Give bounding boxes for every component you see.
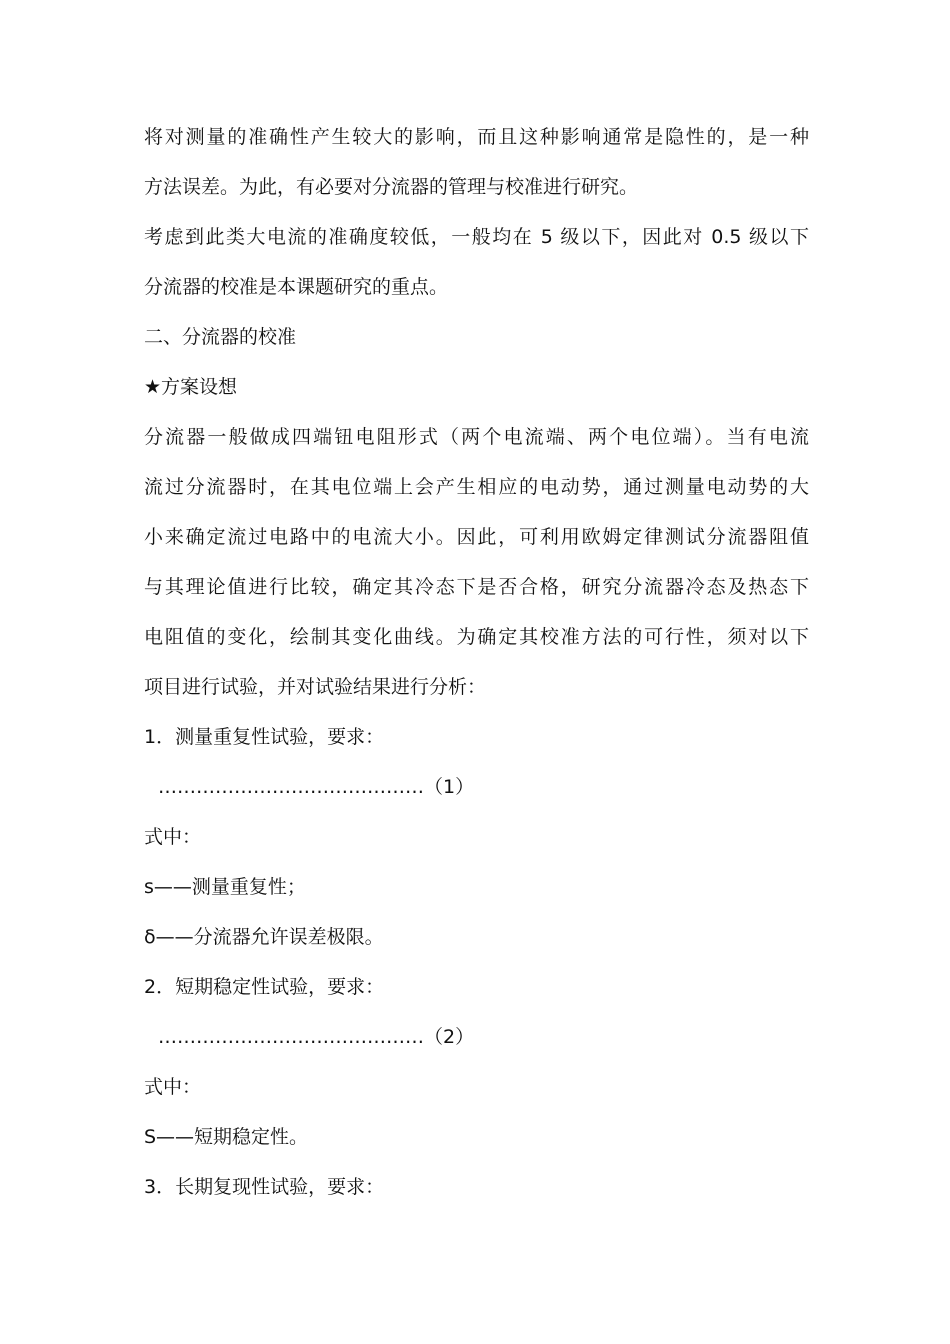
numbered-item: 3．长期复现性试验，要求： [144, 1176, 385, 1198]
paragraph-line: 将对测量的准确性产生较大的影响，而且这种影响通常是隐性的，是一种 [144, 126, 809, 148]
paragraph-line: 项目进行试验，并对试验结果进行分析： [144, 676, 487, 698]
paragraph-line: 与其理论值进行比较，确定其冷态下是否合格，研究分流器冷态及热态下 [144, 576, 809, 598]
where-label: 式中： [144, 1076, 202, 1098]
paragraph-line: 考虑到此类大电流的准确度较低，一般均在 5 级以下，因此对 0.5 级以下 [144, 226, 809, 248]
where-label: 式中： [144, 826, 202, 848]
paragraph-line: 分流器一般做成四端钮电阻形式（两个电流端、两个电位端）。当有电流 [144, 426, 809, 448]
numbered-item: 1．测量重复性试验，要求： [144, 726, 385, 748]
section-heading: 二、分流器的校准 [144, 326, 297, 348]
equation-line: ……………………………………（1） [158, 776, 475, 798]
paragraph-line: 电阻值的变化，绘制其变化曲线。为确定其校准方法的可行性，须对以下 [144, 626, 809, 648]
paragraph-line: 方法误差。为此，有必要对分流器的管理与校准进行研究。 [144, 176, 639, 198]
variable-definition: s——测量重复性； [144, 876, 306, 898]
subsection-heading: ★方案设想 [144, 376, 238, 398]
paragraph-line: 小来确定流过电路中的电流大小。因此，可利用欧姆定律测试分流器阻值 [144, 526, 809, 548]
paragraph-line: 流过分流器时，在其电位端上会产生相应的电动势，通过测量电动势的大 [144, 476, 809, 498]
paragraph-line: 分流器的校准是本课题研究的重点。 [144, 276, 449, 298]
equation-line: ……………………………………（2） [158, 1026, 475, 1048]
variable-definition: δ——分流器允许误差极限。 [144, 926, 384, 948]
variable-definition: S——短期稳定性。 [144, 1126, 309, 1148]
numbered-item: 2．短期稳定性试验，要求： [144, 976, 385, 998]
